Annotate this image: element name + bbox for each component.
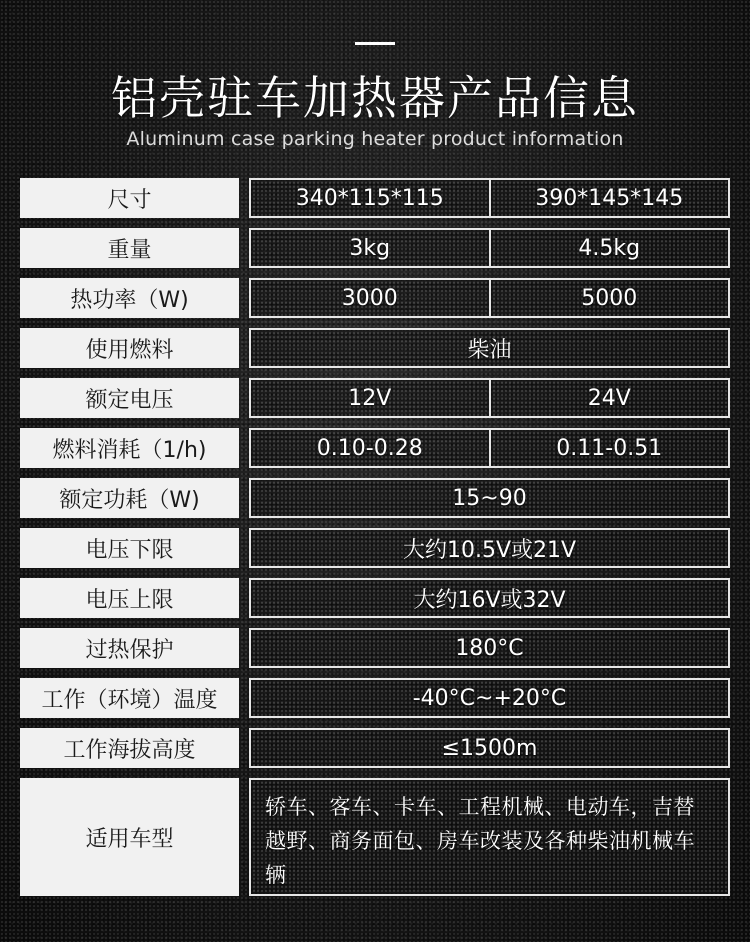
row-label: 额定功耗（W) xyxy=(20,478,239,518)
value-cell: ≤1500m xyxy=(441,735,538,761)
row-values xyxy=(249,428,730,468)
row-label: 尺寸 xyxy=(20,178,239,218)
row-values xyxy=(249,578,730,618)
row-values xyxy=(249,778,730,896)
row-label: 工作海拔高度 xyxy=(20,728,239,768)
spec-row-fuel xyxy=(20,328,730,368)
value-cell: 0.11-0.51 xyxy=(489,430,729,466)
value-cell: -40°C~+20°C xyxy=(412,685,567,711)
page-title: 铝壳驻车加热器产品信息 xyxy=(111,71,639,125)
title-dash xyxy=(355,42,395,45)
row-label: 重量 xyxy=(20,228,239,268)
value-cell: 24V xyxy=(489,380,729,416)
value-cell: 柴油 xyxy=(467,337,512,363)
row-values xyxy=(249,478,730,518)
spec-row-applicable-vehicles xyxy=(20,778,730,896)
spec-row-heat-power xyxy=(20,278,730,318)
value-cell: 5000 xyxy=(489,280,729,316)
value-cell: 大约16V或32V xyxy=(413,587,566,613)
row-label: 电压下限 xyxy=(20,528,239,568)
page-subtitle: Aluminum case parking heater product information xyxy=(126,128,624,150)
value-cell: 3000 xyxy=(341,285,398,311)
value-cell: 4.5kg xyxy=(489,230,729,266)
spec-row-weight xyxy=(20,228,730,268)
row-label: 燃料消耗（1/h) xyxy=(20,428,239,468)
row-values xyxy=(249,378,730,418)
row-label: 使用燃料 xyxy=(20,328,239,368)
row-values xyxy=(249,728,730,768)
value-cell: 340*115*115 xyxy=(295,185,444,211)
value-cell: 轿车、客车、卡车、工程机械、电动车，吉替越野、商务面包、房车改装及各种柴油机械车辆 xyxy=(265,795,695,887)
spec-row-voltage-lower-limit xyxy=(20,528,730,568)
spec-row-overheat-protection xyxy=(20,628,730,668)
spec-row-voltage-upper-limit xyxy=(20,578,730,618)
spec-row-ambient-temperature xyxy=(20,678,730,718)
row-values xyxy=(249,178,730,218)
value-cell: 390*145*145 xyxy=(489,180,729,216)
row-label: 额定电压 xyxy=(20,378,239,418)
row-values xyxy=(249,628,730,668)
spec-row-fuel-consumption xyxy=(20,428,730,468)
row-values xyxy=(249,678,730,718)
value-cell: 3kg xyxy=(349,235,391,261)
value-cell: 180°C xyxy=(455,635,524,661)
value-cell: 15~90 xyxy=(452,485,527,511)
row-label: 适用车型 xyxy=(20,778,239,896)
row-values xyxy=(249,328,730,368)
row-values xyxy=(249,228,730,268)
spec-row-rated-voltage xyxy=(20,378,730,418)
spec-row-altitude xyxy=(20,728,730,768)
row-label: 工作（环境）温度 xyxy=(20,678,239,718)
value-cell: 0.10-0.28 xyxy=(316,435,423,461)
row-values xyxy=(249,528,730,568)
row-label: 热功率（W) xyxy=(20,278,239,318)
row-label: 电压上限 xyxy=(20,578,239,618)
row-label: 过热保护 xyxy=(20,628,239,668)
row-values xyxy=(249,278,730,318)
value-cell: 大约10.5V或21V xyxy=(402,537,577,563)
spec-row-size xyxy=(20,178,730,218)
spec-row-rated-power-consumption xyxy=(20,478,730,518)
value-cell: 12V xyxy=(348,385,392,411)
